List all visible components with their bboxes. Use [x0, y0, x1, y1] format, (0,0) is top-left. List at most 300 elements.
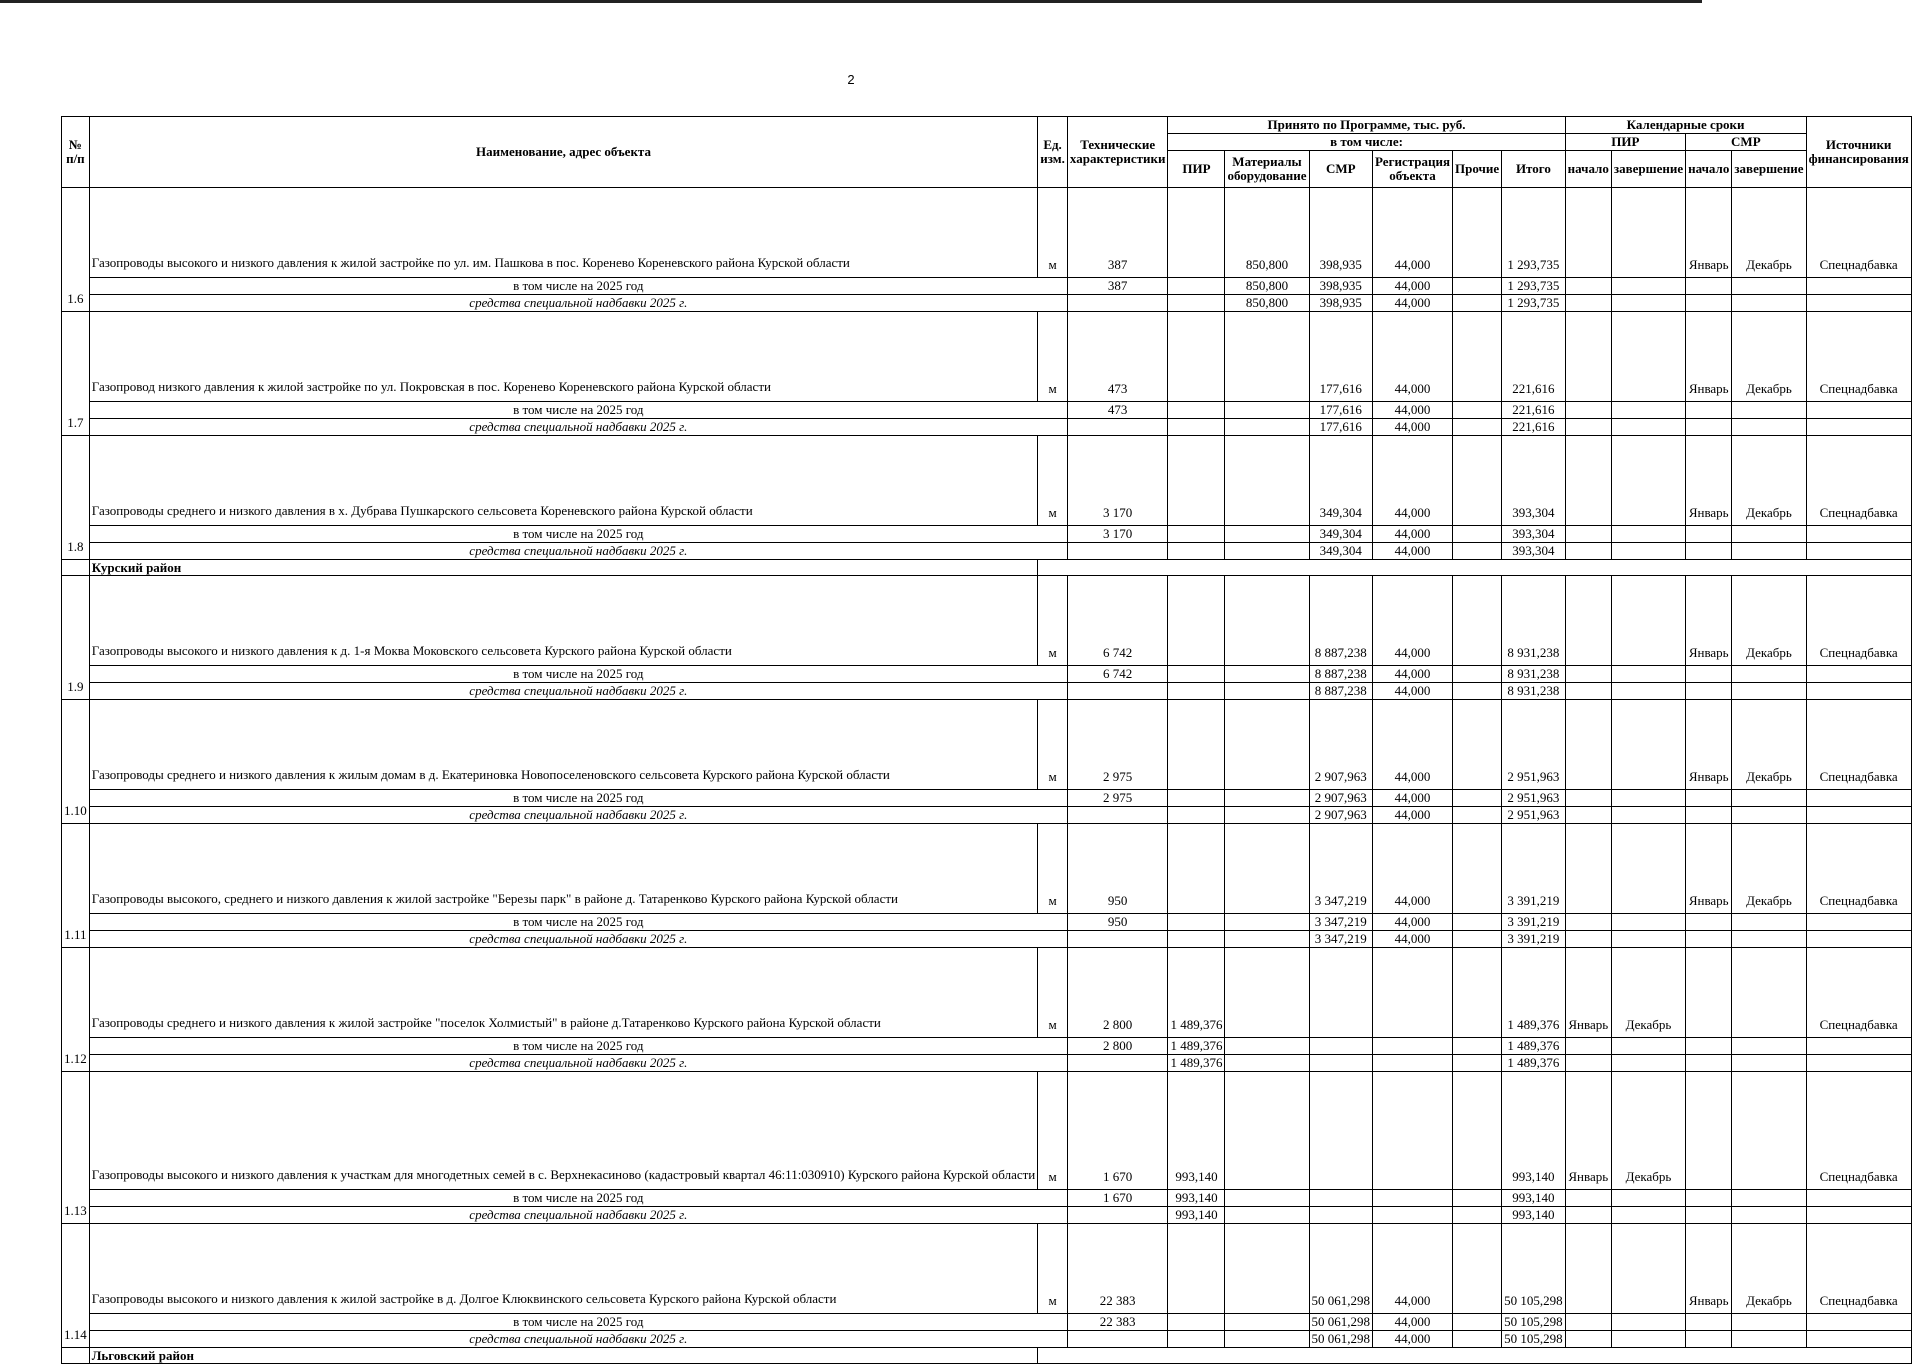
registration-cell — [1373, 1190, 1453, 1207]
other-cell — [1453, 1055, 1502, 1072]
other-cell — [1453, 436, 1502, 526]
empty-cell — [1565, 666, 1611, 683]
tech-cell: 6 742 — [1067, 666, 1168, 683]
unit-cell: м — [1038, 312, 1068, 402]
materials-cell — [1225, 931, 1309, 948]
empty-cell — [1686, 278, 1732, 295]
tech-cell: 2 800 — [1067, 1038, 1168, 1055]
empty-cell — [1565, 1314, 1611, 1331]
smr-end-cell — [1732, 1072, 1806, 1190]
pir-cell — [1168, 1331, 1225, 1348]
registration-cell — [1373, 1072, 1453, 1190]
total-cell: 1 293,735 — [1502, 295, 1566, 312]
header-materials: Материалы оборудование — [1225, 151, 1309, 188]
materials-cell — [1225, 1190, 1309, 1207]
empty-cell — [1611, 1038, 1685, 1055]
other-cell — [1453, 790, 1502, 807]
header-name: Наименование, адрес объекта — [89, 117, 1038, 188]
empty-cell — [1565, 402, 1611, 419]
tech-cell: 1 670 — [1067, 1190, 1168, 1207]
header-tech: Технические характеристики — [1067, 117, 1168, 188]
row-number: 1.10 — [62, 700, 90, 824]
smr-cell: 2 907,963 — [1309, 807, 1373, 824]
pir-cell — [1168, 790, 1225, 807]
total-cell: 3 391,219 — [1502, 931, 1566, 948]
year-2025-label: в том числе на 2025 год — [89, 1190, 1067, 1207]
registration-cell: 44,000 — [1373, 1331, 1453, 1348]
empty-cell — [1686, 526, 1732, 543]
empty-cell — [1686, 914, 1732, 931]
smr-start-cell: Январь — [1686, 436, 1732, 526]
empty-cell — [1686, 1038, 1732, 1055]
tech-cell: 2 975 — [1067, 700, 1168, 790]
other-cell — [1453, 188, 1502, 278]
empty-cell — [1565, 1207, 1611, 1224]
other-cell — [1453, 948, 1502, 1038]
materials-cell — [1225, 790, 1309, 807]
total-cell: 1 293,735 — [1502, 278, 1566, 295]
section-fill — [1038, 560, 1911, 576]
other-cell — [1453, 807, 1502, 824]
total-cell: 221,616 — [1502, 312, 1566, 402]
total-cell: 8 931,238 — [1502, 576, 1566, 666]
pir-cell — [1168, 576, 1225, 666]
total-cell: 1 489,376 — [1502, 1055, 1566, 1072]
special-allowance-label: средства специальной надбавки 2025 г. — [89, 1207, 1067, 1224]
special-allowance-label: средства специальной надбавки 2025 г. — [89, 683, 1067, 700]
other-cell — [1453, 419, 1502, 436]
empty-cell — [1732, 683, 1806, 700]
other-cell — [1453, 312, 1502, 402]
year-2025-label: в том числе на 2025 год — [89, 1314, 1067, 1331]
unit-cell: м — [1038, 700, 1068, 790]
registration-cell: 44,000 — [1373, 543, 1453, 560]
smr-cell — [1309, 1190, 1373, 1207]
empty-cell — [1732, 807, 1806, 824]
materials-cell — [1225, 576, 1309, 666]
section-title: Льговский район — [89, 1348, 1038, 1364]
year-2025-label: в том числе на 2025 год — [89, 526, 1067, 543]
source-cell: Спецнадбавка — [1806, 576, 1911, 666]
empty-cell — [1565, 807, 1611, 824]
other-cell — [1453, 700, 1502, 790]
row-number: 1.6 — [62, 188, 90, 312]
other-cell — [1453, 1038, 1502, 1055]
empty-cell — [1565, 1055, 1611, 1072]
object-row — [62, 1072, 1912, 1190]
total-cell: 3 391,219 — [1502, 824, 1566, 914]
empty-cell — [1565, 683, 1611, 700]
header-total: Итого — [1502, 151, 1566, 188]
pir-cell — [1168, 402, 1225, 419]
empty-cell — [1565, 1331, 1611, 1348]
materials-cell — [1225, 526, 1309, 543]
materials-cell — [1225, 666, 1309, 683]
object-name: Газопроводы высокого и низкого давления к жилой застройке по ул. им. Пашкова в пос. Кореневo Кореневского района Курской области — [89, 188, 1038, 278]
empty-cell — [1732, 419, 1806, 436]
other-cell — [1453, 1224, 1502, 1314]
registration-cell — [1373, 1038, 1453, 1055]
object-name: Газопроводы высокого, среднего и низкого давления к жилой застройке "Березы парк" в районе д. Татаренково Курского района Курской области — [89, 824, 1038, 914]
empty-cell — [1686, 807, 1732, 824]
materials-cell — [1225, 312, 1309, 402]
pir-start-cell: Январь — [1565, 1072, 1611, 1190]
tech-cell — [1067, 683, 1168, 700]
other-cell — [1453, 666, 1502, 683]
empty-cell — [1611, 1207, 1685, 1224]
smr-start-cell: Январь — [1686, 700, 1732, 790]
smr-start-cell: Январь — [1686, 1224, 1732, 1314]
empty-cell — [1686, 683, 1732, 700]
header-pir: ПИР — [1168, 151, 1225, 188]
tech-cell: 22 383 — [1067, 1314, 1168, 1331]
tech-cell: 3 170 — [1067, 436, 1168, 526]
tech-cell — [1067, 931, 1168, 948]
top-border-line — [0, 0, 1702, 3]
special-allowance-label: средства специальной надбавки 2025 г. — [89, 807, 1067, 824]
smr-cell: 3 347,219 — [1309, 824, 1373, 914]
source-cell: Спецнадбавка — [1806, 824, 1911, 914]
materials-cell — [1225, 824, 1309, 914]
total-cell: 393,304 — [1502, 436, 1566, 526]
smr-cell: 349,304 — [1309, 436, 1373, 526]
smr-end-cell: Декабрь — [1732, 824, 1806, 914]
other-cell — [1453, 278, 1502, 295]
pir-cell — [1168, 666, 1225, 683]
empty-cell — [1611, 807, 1685, 824]
materials-cell — [1225, 807, 1309, 824]
empty-cell — [1732, 914, 1806, 931]
empty-cell — [1611, 526, 1685, 543]
registration-cell: 44,000 — [1373, 312, 1453, 402]
empty-cell — [1806, 419, 1911, 436]
empty-cell — [1732, 1314, 1806, 1331]
empty-cell — [1611, 402, 1685, 419]
registration-cell — [1373, 948, 1453, 1038]
materials-cell — [1225, 1331, 1309, 1348]
other-cell — [1453, 1190, 1502, 1207]
source-cell: Спецнадбавка — [1806, 1224, 1911, 1314]
object-name: Газопроводы среднего и низкого давления в х. Дубрава Пушкарского сельсовета Кореневского района Курской области — [89, 436, 1038, 526]
empty-cell — [1686, 419, 1732, 436]
registration-cell: 44,000 — [1373, 402, 1453, 419]
special-allowance-label: средства специальной надбавки 2025 г. — [89, 931, 1067, 948]
pir-end-cell — [1611, 436, 1685, 526]
source-cell: Спецнадбавка — [1806, 1072, 1911, 1190]
year-2025-row — [62, 1038, 1912, 1055]
empty-cell — [1732, 402, 1806, 419]
source-cell: Спецнадбавка — [1806, 948, 1911, 1038]
section-row — [62, 1348, 1912, 1364]
empty-cell — [1611, 931, 1685, 948]
registration-cell: 44,000 — [1373, 1224, 1453, 1314]
special-allowance-row — [62, 683, 1912, 700]
empty-cell — [1732, 1190, 1806, 1207]
registration-cell: 44,000 — [1373, 436, 1453, 526]
num-cell — [62, 1348, 90, 1364]
empty-cell — [1806, 278, 1911, 295]
other-cell — [1453, 543, 1502, 560]
pir-cell — [1168, 807, 1225, 824]
year-2025-label: в том числе на 2025 год — [89, 790, 1067, 807]
empty-cell — [1732, 1331, 1806, 1348]
header-accepted: Принято по Программе, тыс. руб. — [1168, 117, 1565, 134]
object-row — [62, 576, 1912, 666]
empty-cell — [1806, 1207, 1911, 1224]
smr-cell: 177,616 — [1309, 312, 1373, 402]
special-allowance-row — [62, 295, 1912, 312]
smr-cell: 8 887,238 — [1309, 576, 1373, 666]
pir-cell: 993,140 — [1168, 1207, 1225, 1224]
header-pir-end: завершение — [1611, 151, 1685, 188]
empty-cell — [1611, 1190, 1685, 1207]
empty-cell — [1686, 543, 1732, 560]
smr-cell — [1309, 948, 1373, 1038]
total-cell: 8 931,238 — [1502, 683, 1566, 700]
total-cell: 221,616 — [1502, 402, 1566, 419]
empty-cell — [1686, 1314, 1732, 1331]
tech-cell: 22 383 — [1067, 1224, 1168, 1314]
unit-cell: м — [1038, 824, 1068, 914]
total-cell: 50 105,298 — [1502, 1314, 1566, 1331]
empty-cell — [1565, 526, 1611, 543]
object-name: Газопроводы высокого и низкого давления к участкам для многодетных семей в с. Верхнекасиново (кадастровый квартал 46:11:030910) Курского района Курской области — [89, 1072, 1038, 1190]
tech-cell — [1067, 419, 1168, 436]
row-number: 1.11 — [62, 824, 90, 948]
unit-cell: м — [1038, 948, 1068, 1038]
empty-cell — [1732, 1207, 1806, 1224]
materials-cell — [1225, 1055, 1309, 1072]
table-body — [62, 188, 1912, 1364]
unit-cell: м — [1038, 1224, 1068, 1314]
pir-cell: 993,140 — [1168, 1072, 1225, 1190]
pir-start-cell — [1565, 188, 1611, 278]
materials-cell — [1225, 948, 1309, 1038]
tech-cell: 3 170 — [1067, 526, 1168, 543]
pir-start-cell — [1565, 576, 1611, 666]
pir-cell — [1168, 824, 1225, 914]
empty-cell — [1565, 790, 1611, 807]
tech-cell: 6 742 — [1067, 576, 1168, 666]
tech-cell — [1067, 543, 1168, 560]
smr-cell: 398,935 — [1309, 188, 1373, 278]
registration-cell: 44,000 — [1373, 914, 1453, 931]
smr-cell — [1309, 1038, 1373, 1055]
header-including: в том числе: — [1168, 134, 1565, 151]
smr-cell: 50 061,298 — [1309, 1224, 1373, 1314]
special-allowance-row — [62, 543, 1912, 560]
registration-cell: 44,000 — [1373, 807, 1453, 824]
empty-cell — [1732, 931, 1806, 948]
row-number: 1.8 — [62, 436, 90, 560]
pir-end-cell — [1611, 312, 1685, 402]
smr-cell: 2 907,963 — [1309, 700, 1373, 790]
materials-cell — [1225, 1072, 1309, 1190]
empty-cell — [1611, 295, 1685, 312]
empty-cell — [1806, 1331, 1911, 1348]
total-cell: 221,616 — [1502, 419, 1566, 436]
empty-cell — [1686, 1207, 1732, 1224]
object-row — [62, 948, 1912, 1038]
smr-end-cell: Декабрь — [1732, 576, 1806, 666]
materials-cell — [1225, 543, 1309, 560]
tech-cell: 387 — [1067, 188, 1168, 278]
empty-cell — [1806, 295, 1911, 312]
materials-cell: 850,800 — [1225, 278, 1309, 295]
empty-cell — [1732, 790, 1806, 807]
other-cell — [1453, 1314, 1502, 1331]
other-cell — [1453, 402, 1502, 419]
special-allowance-row — [62, 1331, 1912, 1348]
header-pir-start: начало — [1565, 151, 1611, 188]
registration-cell — [1373, 1207, 1453, 1224]
smr-end-cell: Декабрь — [1732, 312, 1806, 402]
pir-cell: 1 489,376 — [1168, 1038, 1225, 1055]
pir-cell — [1168, 278, 1225, 295]
smr-end-cell: Декабрь — [1732, 700, 1806, 790]
other-cell — [1453, 1331, 1502, 1348]
row-number: 1.12 — [62, 948, 90, 1072]
special-allowance-label: средства специальной надбавки 2025 г. — [89, 295, 1067, 312]
empty-cell — [1806, 790, 1911, 807]
empty-cell — [1732, 278, 1806, 295]
smr-start-cell: Январь — [1686, 312, 1732, 402]
smr-end-cell: Декабрь — [1732, 436, 1806, 526]
pir-cell — [1168, 1314, 1225, 1331]
total-cell: 1 293,735 — [1502, 188, 1566, 278]
empty-cell — [1806, 526, 1911, 543]
smr-start-cell: Январь — [1686, 824, 1732, 914]
total-cell: 50 105,298 — [1502, 1331, 1566, 1348]
source-cell: Спецнадбавка — [1806, 188, 1911, 278]
smr-cell — [1309, 1072, 1373, 1190]
smr-cell: 398,935 — [1309, 278, 1373, 295]
tech-cell: 473 — [1067, 312, 1168, 402]
total-cell: 993,140 — [1502, 1072, 1566, 1190]
smr-cell: 398,935 — [1309, 295, 1373, 312]
program-table — [61, 116, 1912, 1364]
other-cell — [1453, 1207, 1502, 1224]
pir-cell — [1168, 683, 1225, 700]
empty-cell — [1806, 1038, 1911, 1055]
registration-cell: 44,000 — [1373, 526, 1453, 543]
empty-cell — [1611, 1331, 1685, 1348]
object-row — [62, 188, 1912, 278]
tech-cell: 387 — [1067, 278, 1168, 295]
empty-cell — [1686, 295, 1732, 312]
empty-cell — [1611, 1314, 1685, 1331]
other-cell — [1453, 576, 1502, 666]
empty-cell — [1806, 683, 1911, 700]
empty-cell — [1565, 914, 1611, 931]
total-cell: 3 391,219 — [1502, 914, 1566, 931]
smr-end-cell — [1732, 948, 1806, 1038]
header-smr: СМР — [1309, 151, 1373, 188]
smr-start-cell: Январь — [1686, 188, 1732, 278]
other-cell — [1453, 931, 1502, 948]
materials-cell: 850,800 — [1225, 295, 1309, 312]
header-num: № п/п — [62, 117, 90, 188]
registration-cell: 44,000 — [1373, 419, 1453, 436]
smr-cell: 177,616 — [1309, 402, 1373, 419]
row-number: 1.7 — [62, 312, 90, 436]
materials-cell — [1225, 1224, 1309, 1314]
materials-cell — [1225, 436, 1309, 526]
year-2025-row — [62, 666, 1912, 683]
smr-cell: 349,304 — [1309, 543, 1373, 560]
special-allowance-row — [62, 1055, 1912, 1072]
empty-cell — [1611, 683, 1685, 700]
row-number: 1.14 — [62, 1224, 90, 1348]
pir-end-cell — [1611, 188, 1685, 278]
pir-start-cell — [1565, 312, 1611, 402]
section-fill — [1038, 1348, 1911, 1364]
special-allowance-label: средства специальной надбавки 2025 г. — [89, 1331, 1067, 1348]
year-2025-row — [62, 526, 1912, 543]
total-cell: 393,304 — [1502, 543, 1566, 560]
pir-start-cell — [1565, 824, 1611, 914]
total-cell: 8 931,238 — [1502, 666, 1566, 683]
section-title: Курский район — [89, 560, 1038, 576]
year-2025-row — [62, 790, 1912, 807]
other-cell — [1453, 526, 1502, 543]
object-row — [62, 1224, 1912, 1314]
materials-cell — [1225, 402, 1309, 419]
other-cell — [1453, 824, 1502, 914]
year-2025-row — [62, 1314, 1912, 1331]
pir-end-cell — [1611, 824, 1685, 914]
registration-cell: 44,000 — [1373, 295, 1453, 312]
smr-cell: 50 061,298 — [1309, 1331, 1373, 1348]
materials-cell — [1225, 683, 1309, 700]
header-source: Источники финансирования — [1806, 117, 1911, 188]
pir-start-cell — [1565, 1224, 1611, 1314]
tech-cell — [1067, 295, 1168, 312]
object-row — [62, 312, 1912, 402]
registration-cell: 44,000 — [1373, 700, 1453, 790]
header-cal-smr: СМР — [1686, 134, 1806, 151]
special-allowance-label: средства специальной надбавки 2025 г. — [89, 543, 1067, 560]
empty-cell — [1806, 402, 1911, 419]
pir-cell — [1168, 700, 1225, 790]
object-row — [62, 824, 1912, 914]
header-smr-end: завершение — [1732, 151, 1806, 188]
smr-start-cell — [1686, 948, 1732, 1038]
unit-cell: м — [1038, 1072, 1068, 1190]
pir-end-cell — [1611, 700, 1685, 790]
year-2025-label: в том числе на 2025 год — [89, 402, 1067, 419]
empty-cell — [1686, 931, 1732, 948]
empty-cell — [1565, 931, 1611, 948]
smr-cell — [1309, 1207, 1373, 1224]
section-row — [62, 560, 1912, 576]
object-row — [62, 700, 1912, 790]
materials-cell — [1225, 1314, 1309, 1331]
empty-cell — [1806, 1314, 1911, 1331]
registration-cell: 44,000 — [1373, 824, 1453, 914]
year-2025-label: в том числе на 2025 год — [89, 666, 1067, 683]
registration-cell — [1373, 1055, 1453, 1072]
smr-start-cell — [1686, 1072, 1732, 1190]
smr-cell — [1309, 1055, 1373, 1072]
pir-end-cell — [1611, 1224, 1685, 1314]
header-other: Прочие — [1453, 151, 1502, 188]
empty-cell — [1611, 1055, 1685, 1072]
tech-cell — [1067, 1207, 1168, 1224]
registration-cell: 44,000 — [1373, 790, 1453, 807]
smr-cell: 8 887,238 — [1309, 666, 1373, 683]
year-2025-label: в том числе на 2025 год — [89, 278, 1067, 295]
